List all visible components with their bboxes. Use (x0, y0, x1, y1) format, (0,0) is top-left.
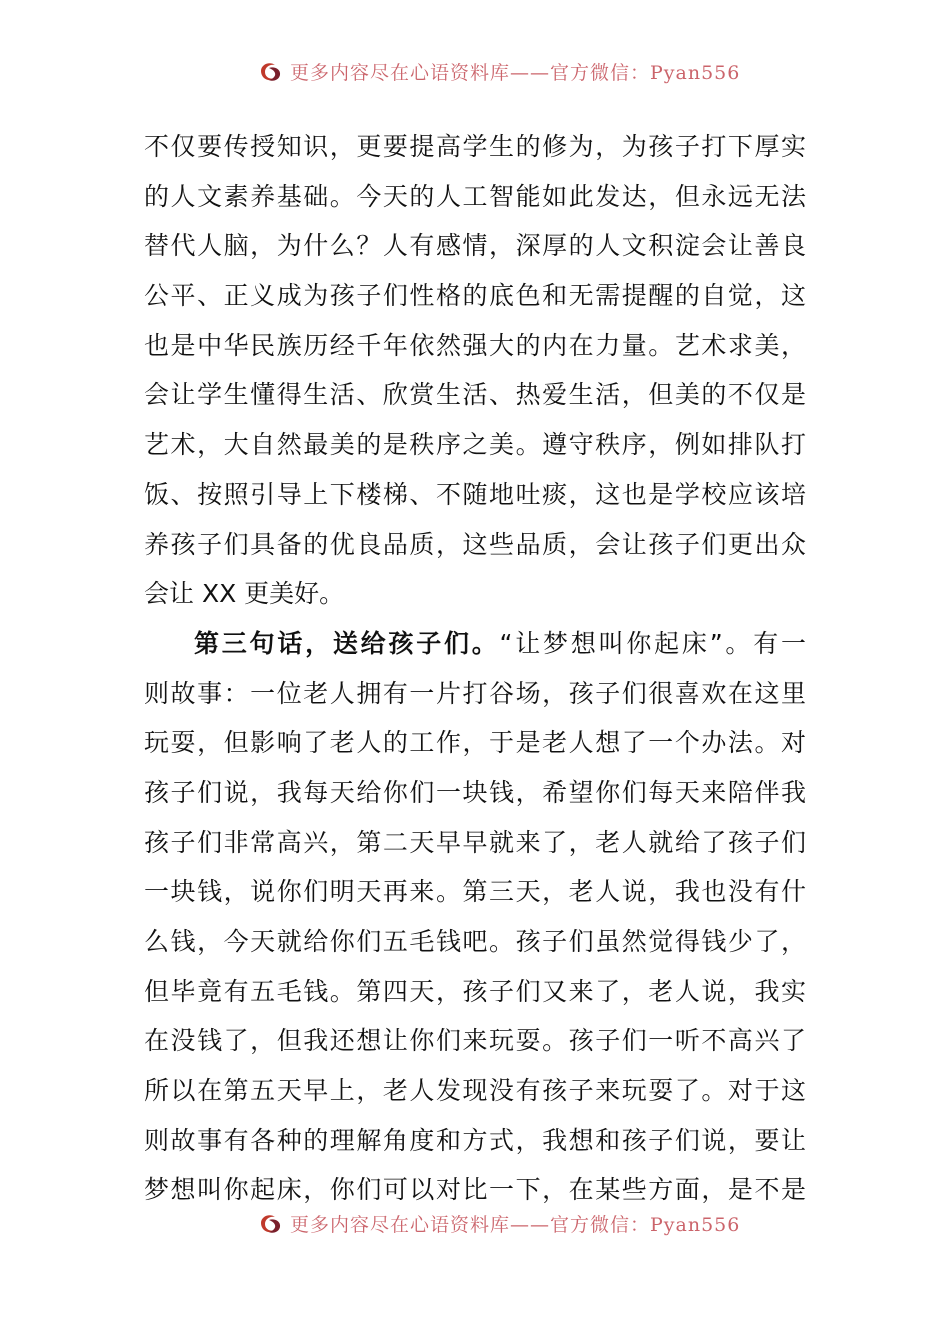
body-line: 饭、按照引导上下楼梯、不随地吐痰，这也是学校应该培 (144, 479, 806, 509)
body-line: 艺术，大自然最美的是秩序之美。遵守秩序，例如排队打 (144, 430, 806, 460)
body-line: 会让 XX 更美好。 (144, 579, 345, 609)
body-line: 所以在第五天早上，老人发现没有孩子来玩耍了。对于这 (144, 1076, 806, 1106)
body-line: 养孩子们具备的优良品质，这些品质，会让孩子们更出众 (144, 529, 806, 559)
body-line: 不仅要传授知识，更要提高学生的修为，为孩子打下厚实 (144, 132, 806, 161)
section-heading: 第三句话，送给孩子们。 (194, 628, 500, 658)
body-line: 玩耍，但影响了老人的工作，于是老人想了一个办法。对 (144, 728, 806, 758)
body-line: 则故事：一位老人拥有一片打谷场，孩子们很喜欢在这里 (144, 678, 806, 708)
body-line: 么钱，今天就给你们五毛钱吧。孩子们虽然觉得钱少了， (144, 927, 806, 956)
page-header (0, 54, 950, 88)
footer-banner (258, 1210, 740, 1237)
body-line: 也是中华民族历经千年依然强大的内在力量。艺术求美， (144, 330, 806, 360)
body-line: 替代人脑，为什么？人有感情，深厚的人文积淀会让善良 (144, 231, 806, 261)
section-heading-line (144, 619, 806, 669)
body-line: 公平、正义成为孩子们性格的底色和无需提醒的自觉，这 (144, 281, 806, 311)
body-line: 会让学生懂得生活、欣赏生活、热爱生活，但美的不仅是 (144, 380, 806, 410)
body-line: 的人文素养基础。今天的人工智能如此发达，但永远无法 (144, 181, 806, 211)
header-banner-text: 更多内容尽在心语资料库——官方微信：Pyan556 (290, 62, 741, 84)
header-banner (258, 58, 740, 85)
logo-icon (258, 1211, 284, 1237)
document-body (144, 122, 806, 1215)
body-line: 梦想叫你起床，你们可以对比一下，在某些方面，是不是 (144, 1175, 806, 1205)
body-line: 孩子们非常高兴，第二天早早就来了，老人就给了孩子们 (144, 827, 806, 857)
footer-banner-text: 更多内容尽在心语资料库——官方微信：Pyan556 (290, 1214, 741, 1236)
body-line: 则故事有各种的理解角度和方式，我想和孩子们说，要让 (144, 1125, 806, 1155)
page-footer (0, 1206, 950, 1240)
body-line: 但毕竟有五毛钱。第四天，孩子们又来了，老人说，我实 (144, 976, 806, 1006)
body-line: 在没钱了，但我还想让你们来玩耍。孩子们一听不高兴了 (144, 1026, 806, 1056)
body-line: 孩子们说，我每天给你们一块钱，希望你们每天来陪伴我 (144, 777, 806, 807)
section-heading-quote: “让梦想叫你起床”。有一 (499, 628, 806, 658)
logo-icon (258, 59, 284, 85)
body-line: 一块钱，说你们明天再来。第三天，老人说，我也没有什 (144, 877, 806, 907)
